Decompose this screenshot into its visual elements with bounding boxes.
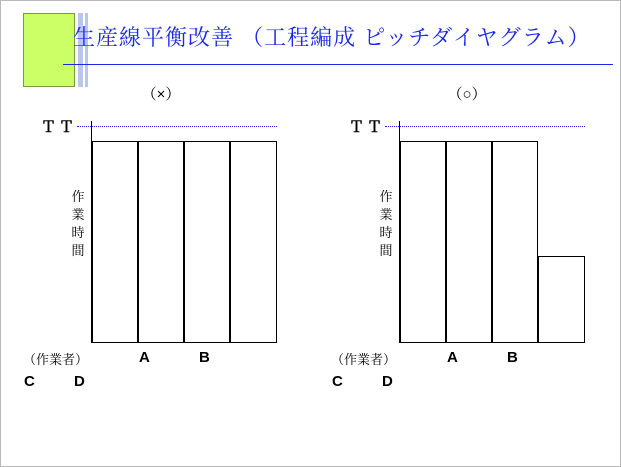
green-block-shape — [23, 13, 75, 87]
page-title: 生産線平衡改善 （工程編成 ピッチダイヤグラム） — [73, 25, 591, 50]
x-tick-c-after: C — [332, 373, 343, 390]
bar-b-before — [230, 141, 277, 343]
takt-time-label-before: ＴＴ — [41, 119, 78, 136]
chart-panel-after — [319, 83, 599, 403]
bar-a-before — [184, 141, 230, 343]
bar-c-before — [92, 141, 138, 343]
panel-mark-after: （○） — [447, 86, 487, 103]
chart-panel-before — [11, 83, 291, 403]
bar-c-after — [400, 141, 446, 343]
x-tick-b-after: B — [507, 349, 518, 366]
bar-b-after — [538, 256, 585, 343]
x-axis-operator-label-after: （作業者） — [331, 352, 397, 367]
x-tick-d-before: D — [74, 373, 85, 390]
bar-a-after — [492, 141, 538, 343]
bar-d-after — [446, 141, 492, 343]
x-tick-a-before: A — [139, 349, 150, 366]
x-axis-operator-label-before: （作業者） — [23, 352, 89, 367]
takt-time-label-after: ＴＴ — [349, 119, 386, 136]
x-tick-b-before: B — [199, 349, 210, 366]
bar-series-after — [400, 121, 586, 343]
x-tick-a-after: A — [447, 349, 458, 366]
title-underline — [63, 64, 613, 65]
y-axis-label-after: 作業時間 — [379, 189, 393, 258]
bar-d-before — [138, 141, 184, 343]
x-tick-d-after: D — [382, 373, 393, 390]
y-axis-label-before: 作業時間 — [71, 189, 85, 258]
panel-mark-before: （×） — [141, 86, 181, 103]
x-tick-c-before: C — [24, 373, 35, 390]
bar-series-before — [92, 121, 278, 343]
